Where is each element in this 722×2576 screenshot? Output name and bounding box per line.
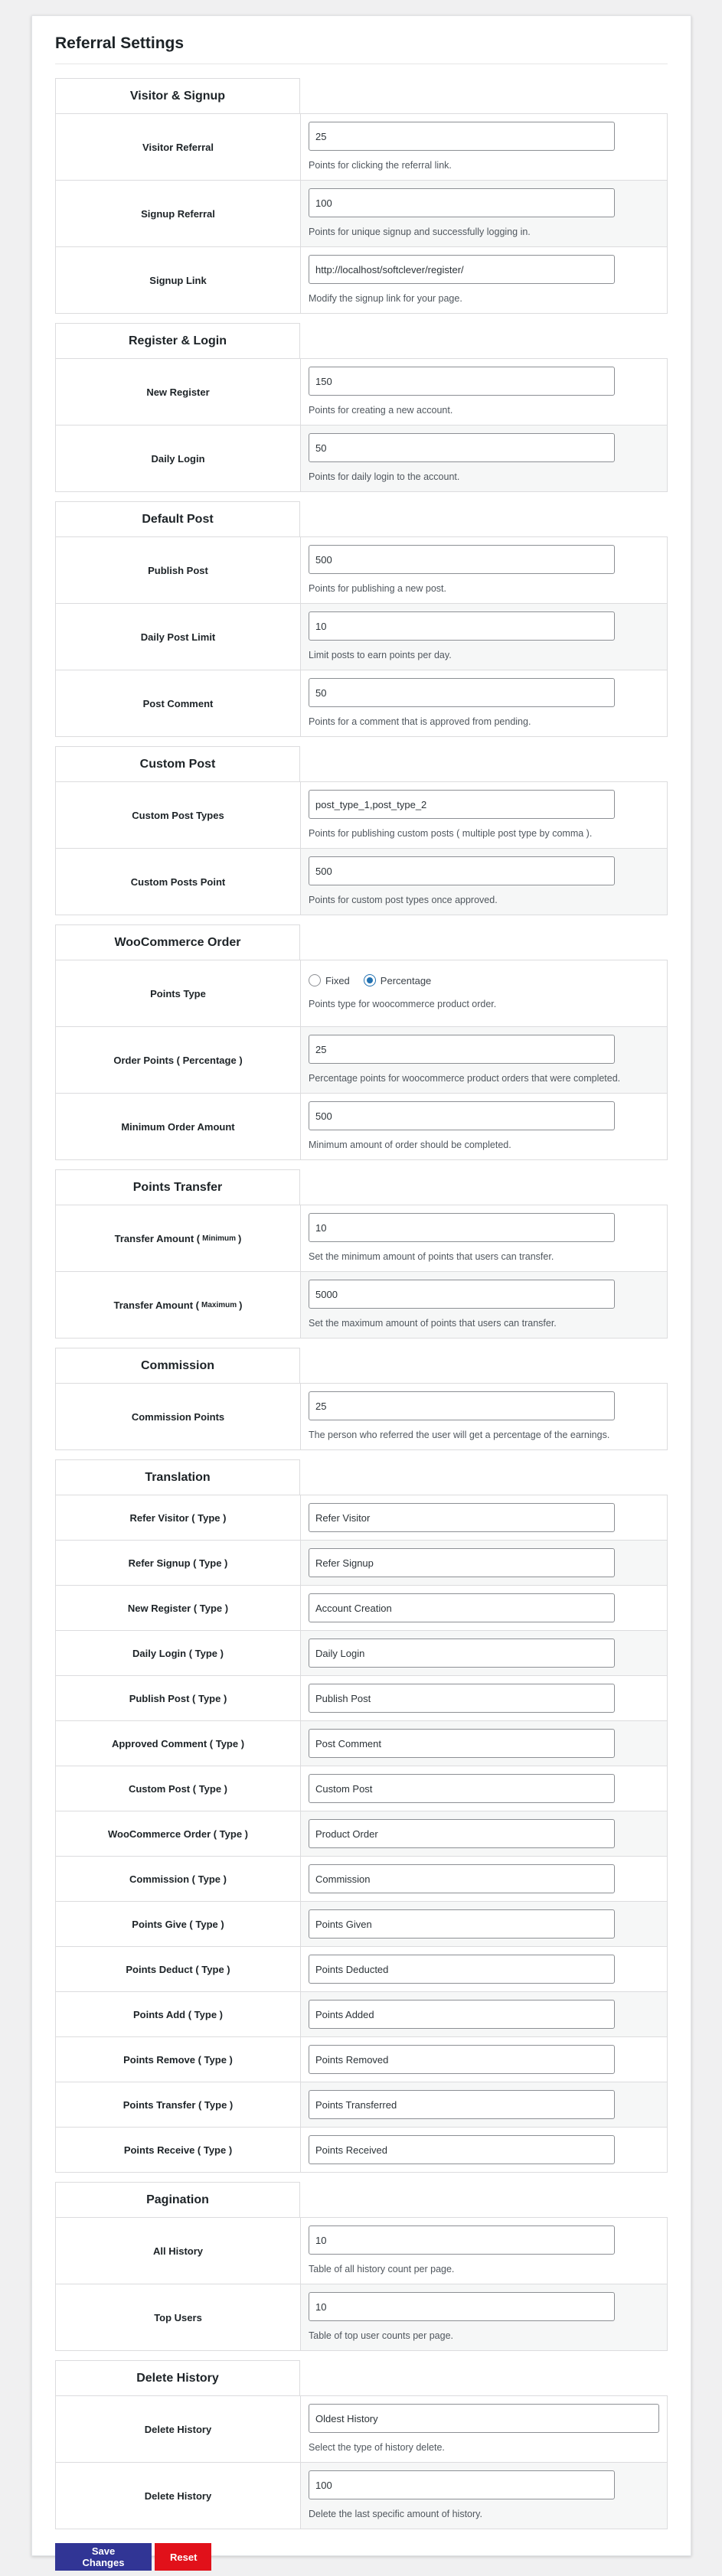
field-label: Points Remove ( Type )	[56, 2037, 301, 2082]
field-label: Points Receive ( Type )	[56, 2128, 301, 2172]
field-description: Set the minimum amount of points that users can transfer.	[309, 1251, 554, 1262]
translation-commission-input[interactable]	[309, 1864, 615, 1893]
transfer-maximum-input[interactable]	[309, 1280, 615, 1309]
row-post-comment	[56, 670, 667, 736]
row-transfer-minimum	[56, 1205, 667, 1271]
field-description: Points for clicking the referral link.	[309, 160, 452, 171]
section-title: Default Post	[55, 501, 300, 536]
field-label: Post Comment	[56, 670, 301, 736]
field-description: Points for publishing a new post.	[309, 583, 446, 594]
row-translation	[56, 1901, 667, 1946]
field-label: Signup Referral	[56, 181, 301, 246]
signup-referral-input[interactable]	[309, 188, 615, 217]
daily-login-input[interactable]	[309, 433, 615, 462]
field-description: Delete the last specific amount of history.	[309, 2509, 482, 2519]
row-translation	[56, 1585, 667, 1630]
field-description: The person who referred the user will get a percentage of the earnings.	[309, 1430, 610, 1440]
radio-percentage[interactable]	[364, 974, 376, 986]
row-translation	[56, 1811, 667, 1856]
radio-fixed[interactable]	[309, 974, 321, 986]
field-label: Refer Signup ( Type )	[56, 1541, 301, 1585]
translation-points-transfer-input[interactable]	[309, 2090, 615, 2119]
translation-points-receive-input[interactable]	[309, 2135, 615, 2164]
section-title: Translation	[55, 1459, 300, 1495]
field-description: Minimum amount of order should be completed.	[309, 1140, 511, 1150]
row-transfer-maximum	[56, 1271, 667, 1338]
section-title: Pagination	[55, 2182, 300, 2217]
section-pagination	[55, 2182, 668, 2351]
row-top-users	[56, 2284, 667, 2350]
section-title: Register & Login	[55, 323, 300, 358]
translation-refer-signup-input[interactable]	[309, 1548, 615, 1577]
signup-link-input[interactable]	[309, 255, 615, 284]
field-label: New Register	[56, 359, 301, 425]
field-description: Limit posts to earn points per day.	[309, 650, 452, 660]
section-title: Points Transfer	[55, 1169, 300, 1205]
minimum-order-input[interactable]	[309, 1101, 615, 1130]
field-label: Top Users	[56, 2284, 301, 2350]
translation-custom-post-input[interactable]	[309, 1774, 615, 1803]
custom-post-types-input[interactable]	[309, 790, 615, 819]
field-description: Points for publishing custom posts ( multiple post type by comma ).	[309, 828, 593, 839]
points-type-radio-group	[309, 973, 659, 988]
row-translation	[56, 1630, 667, 1675]
section-title: WooCommerce Order	[55, 924, 300, 960]
top-users-input[interactable]	[309, 2292, 615, 2321]
field-label: Commission ( Type )	[56, 1857, 301, 1901]
row-daily-post-limit	[56, 603, 667, 670]
section-custom-post	[55, 746, 668, 915]
row-translation	[56, 2127, 667, 2172]
field-label: Custom Posts Point	[56, 849, 301, 915]
row-delete-history-type	[56, 2396, 667, 2462]
field-label: Points Give ( Type )	[56, 1902, 301, 1946]
radio-fixed-label[interactable]: Fixed	[325, 974, 350, 986]
daily-post-limit-input[interactable]	[309, 611, 615, 641]
row-visitor-referral	[56, 114, 667, 180]
order-points-input[interactable]	[309, 1035, 615, 1064]
field-label: Publish Post ( Type )	[56, 1676, 301, 1720]
row-order-points	[56, 1026, 667, 1093]
field-description: Modify the signup link for your page.	[309, 293, 462, 304]
field-label: Points Deduct ( Type )	[56, 1947, 301, 1991]
label-text: Transfer Amount (	[114, 1232, 201, 1244]
field-label: Points Transfer ( Type )	[56, 2082, 301, 2127]
section-default-post	[55, 501, 668, 737]
field-label: Visitor Referral	[56, 114, 301, 180]
all-history-input[interactable]	[309, 2225, 615, 2255]
row-translation	[56, 1766, 667, 1811]
row-signup-referral	[56, 180, 667, 246]
row-commission-points	[56, 1384, 667, 1449]
translation-approved-comment-input[interactable]	[309, 1729, 615, 1758]
field-description: Points type for woocommerce product order.	[309, 999, 497, 1009]
label-close: )	[238, 1232, 242, 1244]
field-label: Custom Post ( Type )	[56, 1766, 301, 1811]
translation-daily-login-input[interactable]	[309, 1639, 615, 1668]
label-qualifier: Maximum	[201, 1300, 237, 1309]
row-translation	[56, 1991, 667, 2036]
field-label: Minimum Order Amount	[56, 1094, 301, 1159]
field-label: New Register ( Type )	[56, 1586, 301, 1630]
commission-points-input[interactable]	[309, 1391, 615, 1420]
section-commission	[55, 1348, 668, 1450]
section-title: Visitor & Signup	[55, 78, 300, 113]
translation-new-register-input[interactable]	[309, 1593, 615, 1622]
translation-points-add-input[interactable]	[309, 2000, 615, 2029]
field-label: Daily Login	[56, 426, 301, 491]
save-changes-button[interactable]: Save Changes	[55, 2543, 152, 2571]
field-description: Points for custom post types once approved.	[309, 895, 498, 905]
section-title: Delete History	[55, 2360, 300, 2395]
field-label: Delete History	[56, 2396, 301, 2462]
label-qualifier: Minimum	[202, 1234, 237, 1243]
field-description: Points for daily login to the account.	[309, 471, 460, 482]
translation-points-give-input[interactable]	[309, 1909, 615, 1939]
new-register-input[interactable]	[309, 367, 615, 396]
page-title: Referral Settings	[55, 34, 185, 52]
row-publish-post	[56, 537, 667, 603]
row-custom-post-types	[56, 782, 667, 848]
field-label: Approved Comment ( Type )	[56, 1721, 301, 1766]
row-translation	[56, 2082, 667, 2127]
form-actions	[55, 2543, 668, 2571]
row-translation	[56, 1720, 667, 1766]
row-translation	[56, 1675, 667, 1720]
section-register-login	[55, 323, 668, 492]
translation-publish-post-input[interactable]	[309, 1684, 615, 1713]
label-close: )	[239, 1299, 243, 1311]
field-label: Refer Visitor ( Type )	[56, 1495, 301, 1540]
field-label: Commission Points	[56, 1384, 301, 1449]
row-custom-posts-point	[56, 848, 667, 915]
field-description: Percentage points for woocommerce product orders that were completed.	[309, 1073, 621, 1084]
row-translation	[56, 1856, 667, 1901]
field-label: Daily Login ( Type )	[56, 1631, 301, 1675]
field-description: Table of top user counts per page.	[309, 2330, 454, 2341]
custom-posts-point-input[interactable]	[309, 856, 615, 885]
section-visitor-signup	[55, 78, 668, 314]
row-translation	[56, 1946, 667, 1991]
delete-history-type-select[interactable]	[309, 2404, 659, 2433]
reset-button[interactable]: Reset	[155, 2543, 211, 2571]
label-text: Transfer Amount (	[113, 1299, 199, 1311]
row-delete-history-amount	[56, 2462, 667, 2529]
section-title: Commission	[55, 1348, 300, 1383]
field-label: Delete History	[56, 2463, 301, 2529]
row-translation	[56, 1540, 667, 1585]
field-label	[56, 1272, 301, 1338]
translation-refer-visitor-input[interactable]	[309, 1503, 615, 1532]
transfer-minimum-input[interactable]	[309, 1213, 615, 1242]
row-points-type	[56, 960, 667, 1026]
field-label: Daily Post Limit	[56, 604, 301, 670]
row-all-history	[56, 2218, 667, 2284]
field-label	[56, 1205, 301, 1271]
row-daily-login	[56, 425, 667, 491]
section-delete-history	[55, 2360, 668, 2529]
post-comment-input[interactable]	[309, 678, 615, 707]
settings-panel	[31, 15, 691, 2568]
field-label: Order Points ( Percentage )	[56, 1027, 301, 1093]
visitor-referral-input[interactable]	[309, 122, 615, 151]
row-translation	[56, 2036, 667, 2082]
translation-points-remove-input[interactable]	[309, 2045, 615, 2074]
delete-history-amount-input[interactable]	[309, 2470, 615, 2499]
section-title: Custom Post	[55, 746, 300, 781]
field-label: Publish Post	[56, 537, 301, 603]
field-label: All History	[56, 2218, 301, 2284]
field-description: Points for unique signup and successfully logging in.	[309, 227, 531, 237]
field-label: Signup Link	[56, 247, 301, 313]
section-points-transfer	[55, 1169, 668, 1339]
translation-points-deduct-input[interactable]	[309, 1955, 615, 1984]
field-label: Points Add ( Type )	[56, 1992, 301, 2036]
field-label: Custom Post Types	[56, 782, 301, 848]
radio-percentage-label[interactable]: Percentage	[380, 974, 432, 986]
section-woocommerce-order	[55, 924, 668, 1160]
field-description: Table of all history count per page.	[309, 2264, 455, 2274]
translation-woocommerce-order-input[interactable]	[309, 1819, 615, 1848]
section-translation	[55, 1459, 668, 2173]
row-signup-link	[56, 246, 667, 313]
field-description: Set the maximum amount of points that users can transfer.	[309, 1318, 557, 1329]
row-new-register	[56, 359, 667, 425]
row-translation	[56, 1495, 667, 1540]
row-minimum-order	[56, 1093, 667, 1159]
field-label: Points Type	[56, 960, 301, 1026]
field-label: WooCommerce Order ( Type )	[56, 1811, 301, 1856]
publish-post-input[interactable]	[309, 545, 615, 574]
field-description: Points for creating a new account.	[309, 405, 453, 416]
field-description: Points for a comment that is approved from pending.	[309, 716, 531, 727]
field-description: Select the type of history delete.	[309, 2442, 445, 2453]
